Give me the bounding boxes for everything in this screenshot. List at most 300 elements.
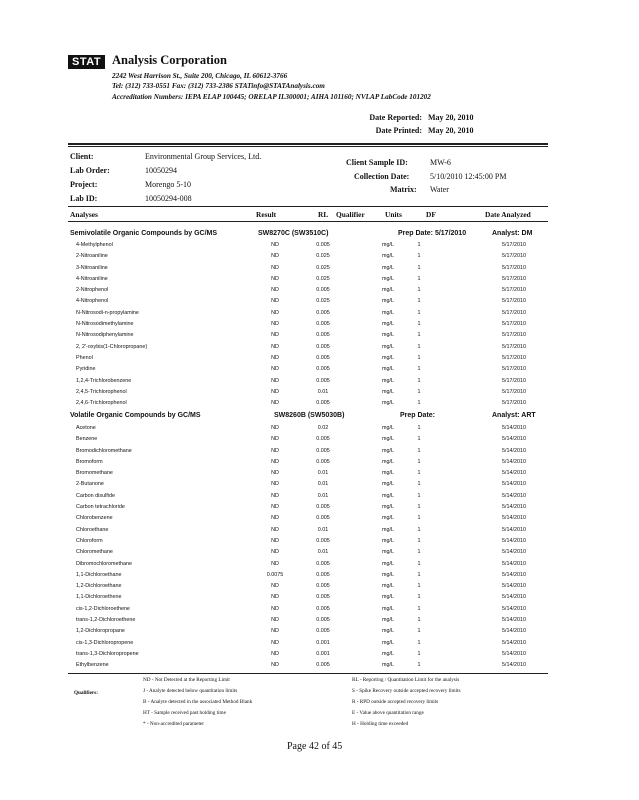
volatile-results-table (76, 425, 556, 674)
result-value: ND (271, 436, 279, 443)
result-value: ND (271, 639, 279, 646)
table-row (76, 436, 556, 447)
units-value: mg/L (382, 617, 394, 624)
df-value: 1 (417, 526, 421, 533)
df-value: 1 (417, 662, 421, 669)
date-analyzed-value: 5/17/2010 (502, 366, 526, 373)
col-date-analyzed: Date Analyzed (485, 210, 531, 219)
rl-value: 0.025 (316, 253, 330, 260)
df-value: 1 (417, 560, 421, 567)
table-row (76, 425, 556, 436)
units-value: mg/L (382, 492, 394, 499)
rl-value: 0.005 (316, 332, 330, 339)
date-analyzed-value: 5/14/2010 (502, 617, 526, 624)
df-value: 1 (417, 571, 421, 578)
units-value: mg/L (382, 343, 394, 350)
units-value: mg/L (382, 242, 394, 248)
df-value: 1 (417, 253, 421, 260)
result-value: ND (271, 526, 279, 533)
date-analyzed-value: 5/14/2010 (502, 537, 526, 544)
analyte-name: 3-Nitroaniline (76, 264, 108, 271)
df-value: 1 (417, 275, 421, 282)
df-value: 1 (417, 504, 421, 511)
units-value: mg/L (382, 628, 394, 635)
rl-value: 0.005 (316, 594, 330, 601)
result-value: ND (271, 560, 279, 567)
col-result: Result (256, 210, 277, 219)
qualifier-definition: * - Non-accredited parameter (143, 721, 204, 727)
analyte-name: 2-Butanone (76, 481, 104, 488)
header-divider-thin (68, 146, 548, 147)
client-value: Environmental Group Services, Ltd. (145, 152, 262, 161)
analyte-name: cis-1,3-Dichloropropene (76, 639, 134, 646)
df-value: 1 (417, 594, 421, 601)
date-analyzed-value: 5/14/2010 (502, 526, 526, 533)
rl-value: 0.005 (316, 583, 330, 590)
analyte-name: 2,4,6-Trichlorophenol (76, 400, 127, 407)
date-printed-label: Date Printed: (375, 126, 422, 135)
rl-value: 0.005 (316, 242, 330, 248)
df-value: 1 (417, 628, 421, 635)
df-value: 1 (417, 287, 421, 294)
analyte-name: cis-1,2-Dichloroethene (76, 605, 130, 612)
date-analyzed-value: 5/17/2010 (502, 343, 526, 350)
analyte-name: 4-Nitrophenol (76, 298, 109, 305)
units-value: mg/L (382, 287, 394, 294)
table-row (76, 366, 556, 377)
date-analyzed-value: 5/14/2010 (502, 628, 526, 635)
collection-date-value: 5/10/2010 12:45:00 PM (430, 172, 507, 181)
result-value: ND (271, 321, 279, 328)
units-value: mg/L (382, 425, 394, 431)
units-value: mg/L (382, 605, 394, 612)
table-row (76, 651, 556, 662)
df-value: 1 (417, 354, 421, 361)
table-row (76, 265, 556, 276)
df-value: 1 (417, 264, 421, 271)
units-value: mg/L (382, 481, 394, 488)
result-value: ND (271, 242, 279, 248)
units-value: mg/L (382, 447, 394, 454)
analyte-name: N-Nitrosodimethylamine (76, 321, 134, 328)
result-value: ND (271, 481, 279, 488)
analyte-name: Ethylbenzene (76, 662, 109, 669)
rl-value: 0.001 (316, 639, 330, 646)
result-value: ND (271, 309, 279, 316)
table-row (76, 253, 556, 264)
result-value: ND (271, 504, 279, 511)
analyte-name: 1,2,4-Trichlorobenzene (76, 377, 132, 384)
qualifier-legend-right (352, 677, 460, 732)
df-value: 1 (417, 366, 421, 373)
section-semivolatile-analyst: Analyst: DM (492, 230, 533, 237)
units-value: mg/L (382, 650, 394, 657)
analyte-name: Chloromethane (76, 549, 113, 556)
result-value: ND (271, 605, 279, 612)
units-value: mg/L (382, 639, 394, 646)
result-value: ND (271, 628, 279, 635)
table-row (76, 298, 556, 309)
rl-value: 0.005 (316, 321, 330, 328)
rl-value: 0.01 (317, 549, 329, 556)
result-value: ND (271, 470, 279, 477)
df-value: 1 (417, 425, 421, 431)
table-row (76, 527, 556, 538)
units-value: mg/L (382, 515, 394, 522)
result-value: ND (271, 617, 279, 624)
rl-value: 0.005 (316, 287, 330, 294)
analyte-name: 2, 2'-oxybis(1-Chloropropane) (76, 343, 148, 350)
rl-value: 0.005 (316, 458, 330, 465)
collection-date-label: Collection Date: (354, 172, 410, 181)
page-number: Page 42 of 45 (287, 741, 343, 752)
rl-value: 0.01 (317, 388, 329, 395)
result-value: ND (271, 264, 279, 271)
rl-value: 0.025 (316, 275, 330, 282)
result-value: ND (271, 515, 279, 522)
analyte-name: 2,4,5-Trichlorophenol (76, 388, 127, 395)
table-row (76, 628, 556, 639)
rl-value: 0.005 (316, 617, 330, 624)
col-units: Units (385, 210, 402, 219)
rl-value: 0.005 (316, 400, 330, 407)
date-analyzed-value: 5/14/2010 (502, 650, 526, 657)
table-row (76, 332, 556, 343)
df-value: 1 (417, 481, 421, 488)
rl-value: 0.025 (316, 298, 330, 305)
table-row (76, 448, 556, 459)
date-analyzed-value: 5/14/2010 (502, 481, 526, 488)
result-value: ND (271, 343, 279, 350)
client-label: Client: (70, 152, 94, 161)
rl-value: 0.005 (316, 571, 330, 578)
rl-value: 0.005 (316, 354, 330, 361)
table-row (76, 617, 556, 628)
date-analyzed-value: 5/17/2010 (502, 298, 526, 305)
table-row (76, 640, 556, 651)
date-analyzed-value: 5/17/2010 (502, 388, 526, 395)
table-row (76, 459, 556, 470)
units-value: mg/L (382, 388, 394, 395)
date-analyzed-value: 5/14/2010 (502, 583, 526, 590)
rl-value: 0.005 (316, 366, 330, 373)
df-value: 1 (417, 343, 421, 350)
section-volatile-analyst: Analyst: ART (492, 412, 536, 419)
date-analyzed-value: 5/14/2010 (502, 470, 526, 477)
result-value: ND (271, 400, 279, 407)
units-value: mg/L (382, 253, 394, 260)
df-value: 1 (417, 515, 421, 522)
analyte-name: Carbon tetrachloride (76, 504, 125, 511)
result-value: ND (271, 388, 279, 395)
analyte-name: 4-Nitroaniline (76, 275, 108, 282)
date-analyzed-value: 5/17/2010 (502, 321, 526, 328)
section-volatile-prep: Prep Date: (400, 412, 436, 419)
date-analyzed-value: 5/14/2010 (502, 560, 526, 567)
qualifiers-label: Qualifiers: (74, 690, 98, 696)
table-row (76, 310, 556, 321)
df-value: 1 (417, 321, 421, 328)
result-value: ND (271, 447, 279, 454)
qualifier-definition: J - Analyte detected below quantitation limits (143, 688, 238, 694)
table-row (76, 493, 556, 504)
units-value: mg/L (382, 354, 394, 361)
result-value: ND (271, 298, 279, 305)
units-value: mg/L (382, 436, 394, 443)
units-value: mg/L (382, 458, 394, 465)
col-rl: RL (318, 210, 329, 219)
table-row (76, 344, 556, 355)
table-row (76, 515, 556, 526)
client-sample-id-value: MW-6 (430, 158, 451, 167)
units-value: mg/L (382, 366, 394, 373)
footer-rule (68, 673, 548, 674)
df-value: 1 (417, 470, 421, 477)
table-row (76, 572, 556, 583)
analyte-name: Chloroethane (76, 526, 109, 533)
units-value: mg/L (382, 275, 394, 282)
rl-value: 0.025 (316, 264, 330, 271)
stat-logo: STAT (68, 55, 105, 69)
qualifier-definition: HT - Sample received past holding time (143, 710, 226, 716)
analyte-name: Bromomethane (76, 470, 113, 477)
rl-value: 0.005 (316, 377, 330, 384)
units-value: mg/L (382, 309, 394, 316)
analyte-name: Pyridine (76, 366, 96, 373)
table-row (76, 583, 556, 594)
date-analyzed-value: 5/14/2010 (502, 515, 526, 522)
result-value: ND (271, 594, 279, 601)
date-analyzed-value: 5/14/2010 (502, 447, 526, 454)
table-row (76, 662, 556, 673)
date-analyzed-value: 5/14/2010 (502, 571, 526, 578)
col-qualifier: Qualifier (336, 210, 365, 219)
date-printed-value: May 20, 2010 (428, 126, 474, 135)
table-row (76, 276, 556, 287)
analyte-name: 1,2-Dichloroethane (76, 583, 122, 590)
project-value: Morengo 5-10 (145, 180, 191, 189)
table-row (76, 538, 556, 549)
date-analyzed-value: 5/14/2010 (502, 425, 526, 431)
rl-value: 0.005 (316, 628, 330, 635)
analyte-name: Benzene (76, 436, 98, 443)
date-analyzed-value: 5/17/2010 (502, 242, 526, 248)
date-analyzed-value: 5/14/2010 (502, 492, 526, 499)
result-value: ND (271, 537, 279, 544)
matrix-value: Water (430, 185, 449, 194)
company-address: 2242 West Harrison St., Suite 200, Chicago, IL 60612-3766 (112, 72, 288, 80)
table-row (76, 594, 556, 605)
table-row (76, 561, 556, 572)
qualifier-definition: ND - Not Detected at the Reporting Limit (143, 677, 230, 683)
rl-value: 0.005 (316, 309, 330, 316)
analyte-name: Carbon disulfide (76, 492, 115, 499)
result-value: ND (271, 458, 279, 465)
df-value: 1 (417, 458, 421, 465)
df-value: 1 (417, 309, 421, 316)
rl-value: 0.005 (316, 515, 330, 522)
result-value: ND (271, 253, 279, 260)
analyte-name: N-Nitrosodi-n-propylamine (76, 309, 139, 316)
units-value: mg/L (382, 537, 394, 544)
rl-value: 0.005 (316, 605, 330, 612)
units-value: mg/L (382, 470, 394, 477)
df-value: 1 (417, 400, 421, 407)
col-analyses: Analyses (70, 210, 98, 219)
table-row (76, 242, 556, 253)
semivolatile-results-table (76, 242, 556, 411)
units-value: mg/L (382, 571, 394, 578)
units-value: mg/L (382, 583, 394, 590)
date-analyzed-value: 5/14/2010 (502, 458, 526, 465)
date-analyzed-value: 5/17/2010 (502, 287, 526, 294)
units-value: mg/L (382, 662, 394, 669)
analyte-name: Chloroform (76, 537, 103, 544)
lab-order-label: Lab Order: (70, 166, 110, 175)
columns-top-rule (68, 206, 548, 207)
rl-value: 0.001 (316, 650, 330, 657)
section-volatile-method: SW8260B (SW5030B) (274, 412, 345, 419)
table-row (76, 504, 556, 515)
client-sample-id-label: Client Sample ID: (346, 158, 408, 167)
qualifier-definition: E - Value above quantitation range (352, 710, 424, 716)
result-value: ND (271, 425, 279, 431)
df-value: 1 (417, 332, 421, 339)
table-row (76, 400, 556, 411)
date-analyzed-value: 5/17/2010 (502, 354, 526, 361)
date-analyzed-value: 5/14/2010 (502, 662, 526, 669)
units-value: mg/L (382, 549, 394, 556)
df-value: 1 (417, 639, 421, 646)
table-row (76, 549, 556, 560)
matrix-label: Matrix: (390, 185, 417, 194)
date-analyzed-value: 5/17/2010 (502, 275, 526, 282)
analyte-name: 1,2-Dichloropropane (76, 628, 125, 635)
rl-value: 0.005 (316, 343, 330, 350)
date-analyzed-value: 5/14/2010 (502, 605, 526, 612)
col-df: DF (426, 210, 436, 219)
result-value: ND (271, 662, 279, 669)
qualifier-legend-left (143, 677, 252, 732)
date-analyzed-value: 5/14/2010 (502, 504, 526, 511)
units-value: mg/L (382, 377, 394, 384)
columns-bottom-rule (68, 221, 548, 222)
section-semivolatile-method: SW8270C (SW3510C) (258, 230, 329, 237)
date-analyzed-value: 5/14/2010 (502, 436, 526, 443)
analyte-name: N-Nitrosodiphenylamine (76, 332, 134, 339)
units-value: mg/L (382, 526, 394, 533)
accreditation-numbers: Accreditation Numbers: IEPA ELAP 100445; ORELAP IL300001; AIHA 101160; NVLAP LabCode 101202 (112, 93, 431, 101)
qualifier-definition: S - Spike Recovery outside accepted recovery limits (352, 688, 461, 694)
rl-value: 0.01 (317, 481, 329, 488)
df-value: 1 (417, 298, 421, 305)
rl-value: 0.005 (316, 537, 330, 544)
result-value: ND (271, 549, 279, 556)
lab-order-value: 10050294 (145, 166, 177, 175)
df-value: 1 (417, 447, 421, 454)
table-row (76, 606, 556, 617)
rl-value: 0.005 (316, 436, 330, 443)
date-analyzed-value: 5/17/2010 (502, 400, 526, 407)
lab-id-value: 10050294-008 (145, 194, 192, 203)
analyte-name: 1,1-Dichloroethene (76, 594, 122, 601)
result-value: ND (271, 332, 279, 339)
date-reported-value: May 20, 2010 (428, 113, 474, 122)
result-value: ND (271, 354, 279, 361)
rl-value: 0.01 (317, 526, 329, 533)
units-value: mg/L (382, 321, 394, 328)
result-value: ND (271, 287, 279, 294)
table-row (76, 378, 556, 389)
qualifier-definition: R - RPD outside accepted recovery limits (352, 699, 439, 705)
result-value: 0.0075 (266, 571, 284, 578)
qualifier-definition: B - Analyte detected in the associated Method Blank (143, 699, 253, 705)
units-value: mg/L (382, 560, 394, 567)
df-value: 1 (417, 549, 421, 556)
df-value: 1 (417, 242, 421, 248)
date-analyzed-value: 5/14/2010 (502, 639, 526, 646)
rl-value: 0.005 (316, 560, 330, 567)
rl-value: 0.02 (317, 425, 329, 431)
df-value: 1 (417, 537, 421, 544)
analyte-name: 2-Nitrophenol (76, 287, 109, 294)
units-value: mg/L (382, 594, 394, 601)
company-contact: Tel: (312) 733-0551 Fax: (312) 733-2386 STATinfo@STATAnalysis.com (112, 82, 325, 90)
header-divider (68, 143, 548, 145)
company-name: Analysis Corporation (112, 53, 227, 67)
result-value: ND (271, 275, 279, 282)
result-value: ND (271, 650, 279, 657)
table-row (76, 321, 556, 332)
date-analyzed-value: 5/17/2010 (502, 253, 526, 260)
analyte-name: Bromoform (76, 458, 103, 465)
table-row (76, 287, 556, 298)
units-value: mg/L (382, 400, 394, 407)
date-analyzed-value: 5/14/2010 (502, 594, 526, 601)
units-value: mg/L (382, 504, 394, 511)
table-row (76, 389, 556, 400)
analyte-name: trans-1,2-Dichloroethene (76, 617, 136, 624)
df-value: 1 (417, 650, 421, 657)
date-analyzed-value: 5/17/2010 (502, 264, 526, 271)
df-value: 1 (417, 605, 421, 612)
rl-value: 0.005 (316, 504, 330, 511)
units-value: mg/L (382, 332, 394, 339)
df-value: 1 (417, 388, 421, 395)
rl-value: 0.01 (317, 492, 329, 499)
df-value: 1 (417, 617, 421, 624)
section-semivolatile-prep: Prep Date: 5/17/2010 (398, 230, 467, 237)
df-value: 1 (417, 436, 421, 443)
section-volatile-title: Volatile Organic Compounds by GC/MS (70, 412, 201, 419)
analyte-name: trans-1,3-Dichloropropene (76, 650, 139, 657)
result-value: ND (271, 492, 279, 499)
df-value: 1 (417, 377, 421, 384)
analyte-name: Acetone (76, 425, 96, 431)
section-semivolatile-title: Semivolatile Organic Compounds by GC/MS (70, 230, 218, 237)
analyte-name: Chlorobenzene (76, 515, 113, 522)
table-row (76, 355, 556, 366)
date-analyzed-value: 5/17/2010 (502, 377, 526, 384)
qualifier-definition: RL - Reporting / Quantitation Limit for the analysis (352, 677, 460, 683)
result-value: ND (271, 366, 279, 373)
df-value: 1 (417, 492, 421, 499)
rl-value: 0.005 (316, 662, 330, 669)
date-analyzed-value: 5/17/2010 (502, 309, 526, 316)
analyte-name: Phenol (76, 354, 93, 361)
table-row (76, 470, 556, 481)
analyte-name: 4-Methylphenol (76, 242, 113, 248)
